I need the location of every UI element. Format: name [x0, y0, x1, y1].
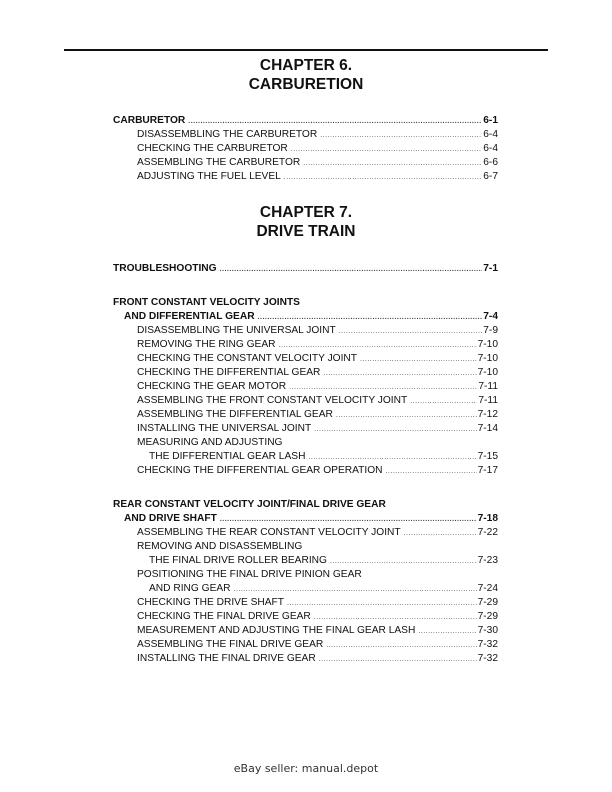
chapter-6-title: CARBURETION: [248, 76, 364, 93]
page-number: 7-15: [477, 451, 498, 462]
header-rule: [64, 49, 548, 51]
leader-dots: [404, 527, 477, 541]
toc-entry[interactable]: REMOVING THE RING GEAR ..... 7-10: [113, 338, 498, 352]
toc-entry[interactable]: CHECKING THE GEAR MOTOR ..... 7-11: [113, 380, 498, 394]
leader-dots: [220, 513, 477, 527]
toc-entry[interactable]: TROUBLESHOOTING ..... 7-1: [113, 262, 498, 276]
toc-entry[interactable]: DISASSEMBLING THE CARBURETOR ..... 6-4: [113, 128, 498, 142]
page-number: 7-23: [477, 555, 498, 566]
page-number: 7-10: [477, 339, 498, 350]
chapter-6-number: CHAPTER 6.: [259, 57, 353, 74]
page-number: 6-7: [483, 171, 498, 182]
toc-entry[interactable]: MEASUREMENT AND ADJUSTING THE FINAL GEAR LASH ..... 7-30: [113, 624, 498, 638]
leader-dots: [323, 367, 476, 381]
toc-entry[interactable]: CHECKING THE CARBURETOR ..... 6-4: [113, 142, 498, 156]
page-number: 7-29: [477, 611, 498, 622]
toc-section-heading: REAR CONSTANT VELOCITY JOINT/FINAL DRIVE GEAR: [113, 499, 386, 510]
leader-dots: [284, 171, 482, 185]
toc-entry[interactable]: AND DIFFERENTIAL GEAR ..... 7-4: [113, 310, 498, 324]
leader-dots: [385, 465, 476, 479]
toc-entry[interactable]: AND RING GEAR ..... 7-24: [113, 582, 498, 596]
toc-entry[interactable]: ASSEMBLING THE REAR CONSTANT VELOCITY JOINT ..... 7-22: [113, 526, 498, 540]
toc-subheading: REMOVING AND DISASSEMBLING: [137, 541, 303, 552]
page-number: 6-4: [483, 143, 498, 154]
toc-entry[interactable]: INSTALLING THE FINAL DRIVE GEAR ..... 7-32: [113, 652, 498, 666]
page-number: 7-32: [477, 639, 498, 650]
toc-entry[interactable]: ASSEMBLING THE FRONT CONSTANT VELOCITY JOINT ..... 7-11: [113, 394, 498, 408]
leader-dots: [339, 325, 483, 339]
leader-dots: [258, 311, 483, 325]
leader-dots: [336, 409, 477, 423]
leader-dots: [220, 263, 483, 277]
toc-entry[interactable]: ASSEMBLING THE DIFFERENTIAL GEAR ..... 7-12: [113, 408, 498, 422]
page-number: 7-11: [478, 395, 498, 406]
chapter-6-heading: [0, 56, 612, 94]
toc-subheading: MEASURING AND ADJUSTING: [137, 437, 283, 448]
page-number: 7-32: [477, 653, 498, 664]
footer-seller-text: eBay seller: manual.depot: [233, 762, 379, 775]
page-number: 7-14: [477, 423, 498, 434]
toc-entry[interactable]: CHECKING THE DIFFERENTIAL GEAR OPERATION ..... 7-17: [113, 464, 498, 478]
toc-entry[interactable]: CARBURETOR ..... 6-1: [113, 114, 498, 128]
toc-subheading: POSITIONING THE FINAL DRIVE PINION GEAR: [137, 569, 362, 580]
page-number: 7-12: [477, 409, 498, 420]
chapter-7-heading: [0, 203, 612, 241]
leader-dots: [326, 639, 476, 653]
page-number: 7-10: [477, 353, 498, 364]
toc-entry[interactable]: THE DIFFERENTIAL GEAR LASH ..... 7-15: [113, 450, 498, 464]
leader-dots: [330, 555, 477, 569]
toc-entry[interactable]: ASSEMBLING THE FINAL DRIVE GEAR ..... 7-32: [113, 638, 498, 652]
leader-dots: [291, 143, 483, 157]
leader-dots: [188, 115, 482, 129]
toc-entry[interactable]: ASSEMBLING THE CARBURETOR ..... 6-6: [113, 156, 498, 170]
leader-dots: [360, 353, 477, 367]
page-number: 7-18: [477, 513, 498, 524]
leader-dots: [279, 339, 477, 353]
page-number: 7-17: [477, 465, 498, 476]
leader-dots: [320, 129, 482, 143]
page-number: 6-4: [483, 129, 498, 140]
chapter-7-number: CHAPTER 7.: [259, 204, 353, 221]
leader-dots: [303, 157, 482, 171]
page-number: 6-1: [483, 115, 498, 126]
page-number: 7-1: [483, 263, 498, 274]
toc-entry[interactable]: DISASSEMBLING THE UNIVERSAL JOINT ..... 7-9: [113, 324, 498, 338]
toc-entry[interactable]: AND DRIVE SHAFT ..... 7-18: [113, 512, 498, 526]
toc-entry[interactable]: CHECKING THE FINAL DRIVE GEAR ..... 7-29: [113, 610, 498, 624]
page-number: 7-11: [478, 381, 498, 392]
page-number: 7-30: [477, 625, 498, 636]
toc-entry[interactable]: ADJUSTING THE FUEL LEVEL ..... 6-7: [113, 170, 498, 184]
toc-entry[interactable]: CHECKING THE CONSTANT VELOCITY JOINT ..... 7-10: [113, 352, 498, 366]
page-number: 6-6: [483, 157, 498, 168]
leader-dots: [287, 597, 477, 611]
leader-dots: [234, 583, 477, 597]
leader-dots: [289, 381, 477, 395]
leader-dots: [319, 653, 477, 667]
toc-section-heading: FRONT CONSTANT VELOCITY JOINTS: [113, 297, 300, 308]
leader-dots: [308, 451, 476, 465]
page-number: 7-4: [483, 311, 498, 322]
toc-entry[interactable]: CHECKING THE DIFFERENTIAL GEAR ..... 7-10: [113, 366, 498, 380]
page-number: 7-22: [477, 527, 498, 538]
page-number: 7-24: [477, 583, 498, 594]
leader-dots: [314, 611, 477, 625]
toc-entry[interactable]: CHECKING THE DRIVE SHAFT ..... 7-29: [113, 596, 498, 610]
leader-dots: [314, 423, 476, 437]
page-number: 7-29: [477, 597, 498, 608]
toc-entry[interactable]: INSTALLING THE UNIVERSAL JOINT ..... 7-14: [113, 422, 498, 436]
page-number: 7-9: [483, 325, 498, 336]
toc-entry[interactable]: THE FINAL DRIVE ROLLER BEARING ..... 7-23: [113, 554, 498, 568]
leader-dots: [418, 625, 476, 639]
chapter-7-title: DRIVE TRAIN: [256, 223, 356, 240]
page-number: 7-10: [477, 367, 498, 378]
leader-dots: [410, 395, 477, 409]
